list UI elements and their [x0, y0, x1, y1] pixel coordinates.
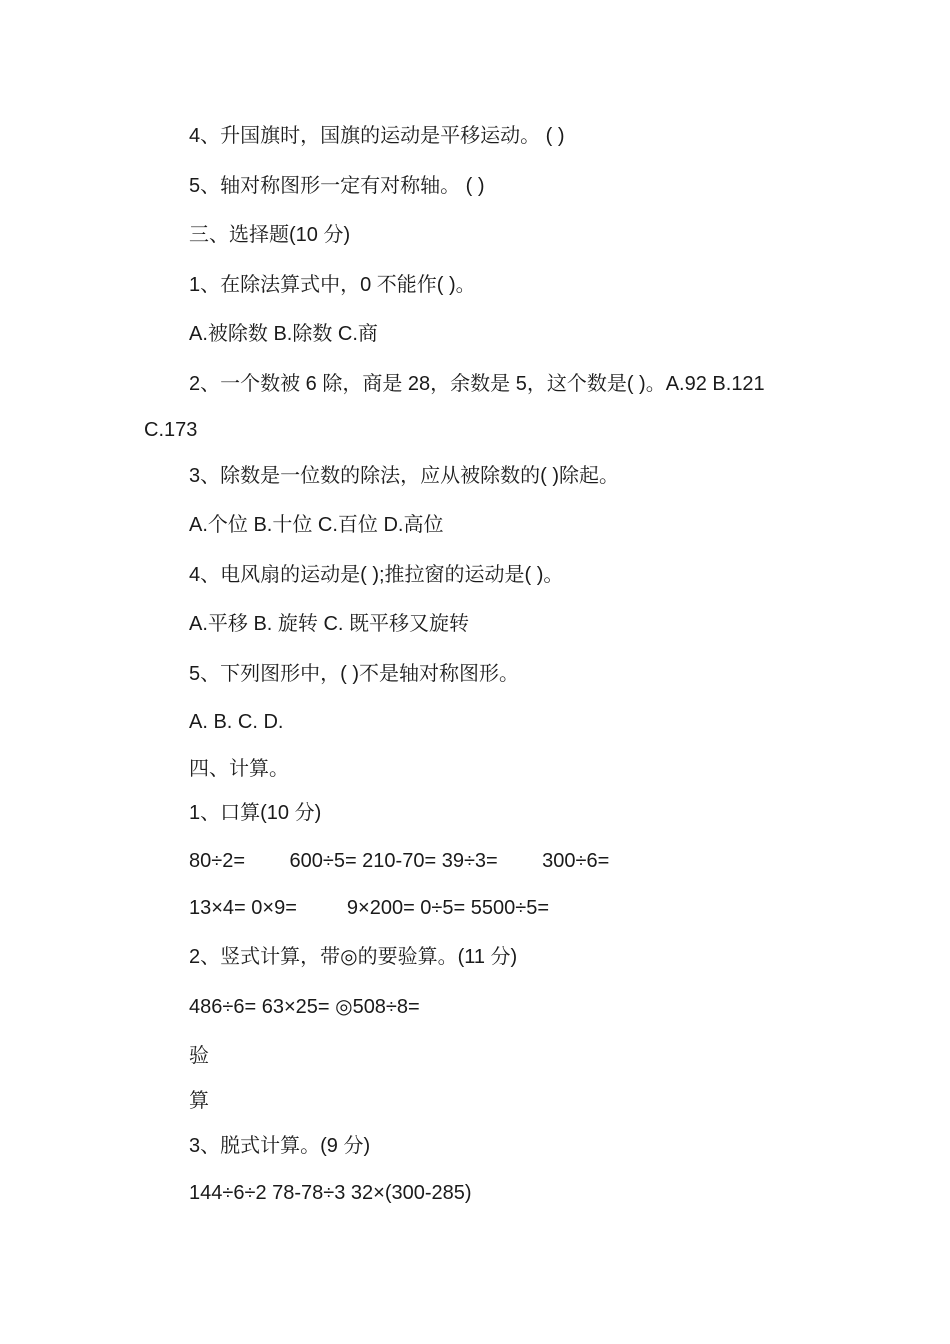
- oral-calculation-row-1: 80÷2= 600÷5= 210-70= 39÷3= 300÷6=: [189, 850, 610, 872]
- choice-options-1: A.被除数 B.除数 C.商: [189, 323, 378, 345]
- choice-options-4: A.平移 B. 旋转 C. 既平移又旋转: [189, 613, 470, 635]
- oral-calculation-heading: 1、口算(10 分): [189, 802, 322, 824]
- oral-calculation-row-2: 13×4= 0×9= 9×200= 0÷5= 5500÷5=: [189, 897, 550, 919]
- choice-question-2-continued: C.173: [144, 419, 198, 441]
- choice-question-4: 4、电风扇的运动是( );推拉窗的运动是( )。: [189, 564, 564, 586]
- vertical-calculation-problems: 486÷6= 63×25= ◎508÷8=: [189, 996, 420, 1018]
- true-false-item-4: 4、升国旗时，国旗的运动是平移运动。 ( ): [189, 125, 565, 147]
- section-heading-calculation: 四、计算。: [189, 758, 289, 780]
- step-calculation-problems: 144÷6÷2 78-78÷3 32×(300-285): [189, 1182, 472, 1204]
- choice-question-5: 5、下列图形中，( )不是轴对称图形。: [189, 663, 519, 685]
- check-label-1: 验: [189, 1045, 209, 1067]
- section-heading-choice: 三、选择题(10 分): [189, 224, 351, 246]
- choice-options-3: A.个位 B.十位 C.百位 D.高位: [189, 514, 444, 536]
- check-label-2: 算: [189, 1090, 209, 1112]
- true-false-item-5: 5、轴对称图形一定有对称轴。 ( ): [189, 175, 485, 197]
- choice-options-5: A. B. C. D.: [189, 711, 284, 733]
- choice-question-3: 3、除数是一位数的除法，应从被除数的( )除起。: [189, 465, 619, 487]
- vertical-calculation-heading: 2、竖式计算，带◎的要验算。(11 分): [189, 946, 518, 968]
- choice-question-1: 1、在除法算式中，0 不能作( )。: [189, 274, 476, 296]
- choice-question-2: 2、一个数被 6 除，商是 28，余数是 5，这个数是( )。A.92 B.121: [189, 373, 765, 395]
- step-calculation-heading: 3、脱式计算。(9 分): [189, 1135, 371, 1157]
